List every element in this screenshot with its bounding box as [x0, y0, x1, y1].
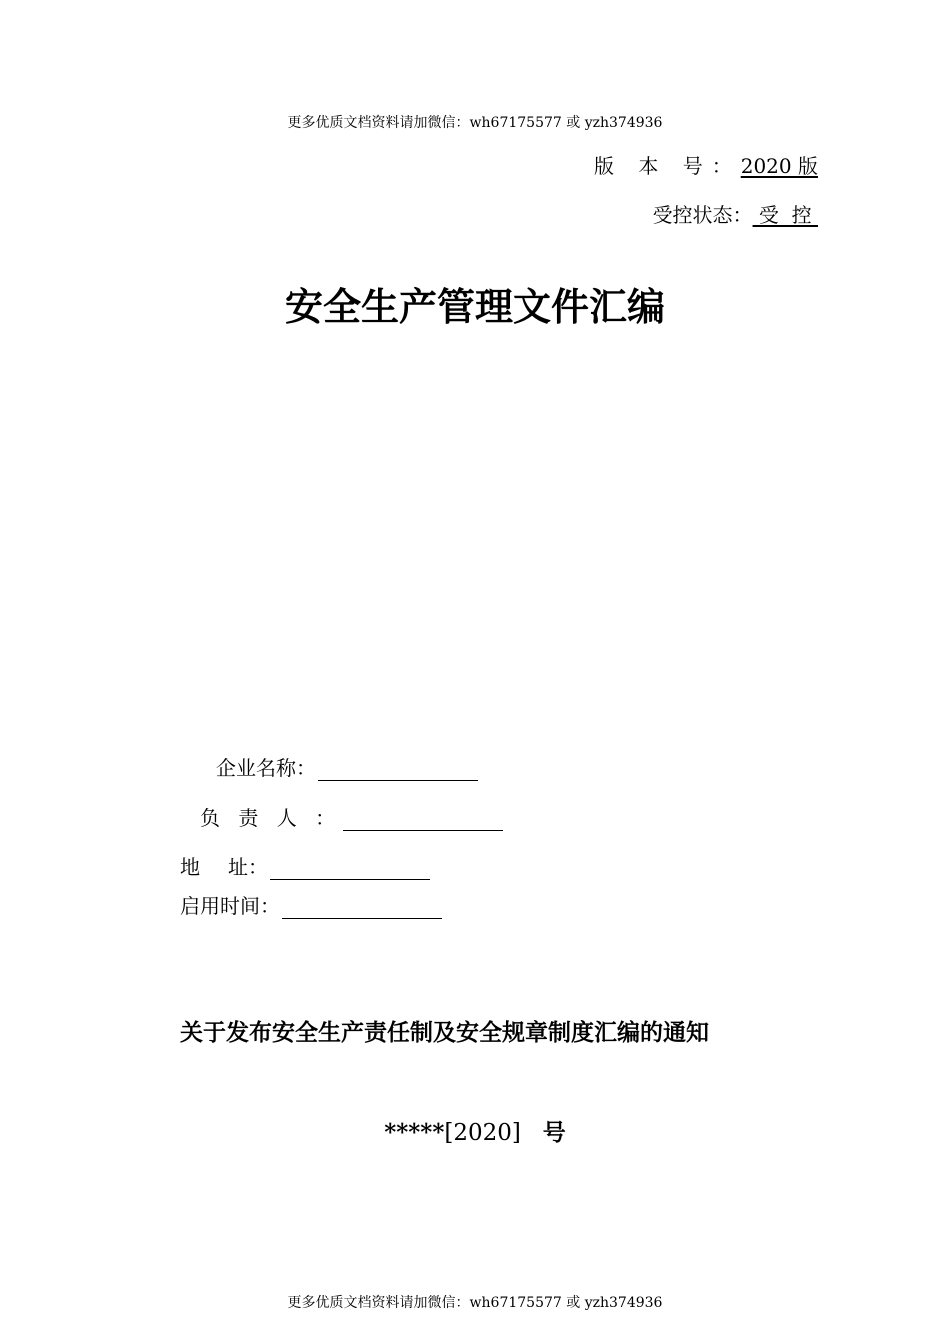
address-label-part2: 址： — [228, 855, 268, 879]
document-number-prefix: ***** — [384, 1119, 445, 1146]
document-number — [0, 1114, 950, 1147]
address-blank-line — [270, 859, 430, 880]
control-status-row — [653, 199, 818, 228]
company-name-field — [216, 752, 478, 781]
address-field — [180, 851, 430, 880]
start-date-label: 启用时间： — [180, 894, 280, 918]
company-name-label: 企业名称： — [216, 756, 316, 780]
responsible-person-blank-line — [343, 810, 503, 831]
control-status-label: 受控状态： — [652, 203, 753, 227]
control-status-value: 受 控 — [752, 203, 818, 227]
responsible-person-label: 负 责 人 ： — [200, 806, 342, 830]
document-number-suffix: 号 — [542, 1119, 566, 1146]
notice-title: 关于发布安全生产责任制及安全规章制度汇编的通知 — [180, 1019, 709, 1046]
start-date-field — [180, 890, 442, 919]
document-number-year: [2020] — [444, 1120, 521, 1146]
version-label: 版 本 号： — [594, 154, 741, 178]
header-note: 更多优质文档资料请加微信：wh67175577 或 yzh374936 — [287, 115, 663, 131]
version-row — [594, 150, 818, 179]
responsible-person-field — [200, 802, 503, 831]
company-name-blank-line — [318, 760, 478, 781]
footer-note: 更多优质文档资料请加微信：wh67175577 或 yzh374936 — [287, 1295, 663, 1311]
version-value: 2020 版 — [740, 154, 818, 178]
start-date-blank-line — [282, 898, 442, 919]
document-title: 安全生产管理文件汇编 — [284, 284, 665, 329]
address-label-part1: 地 — [180, 855, 200, 879]
